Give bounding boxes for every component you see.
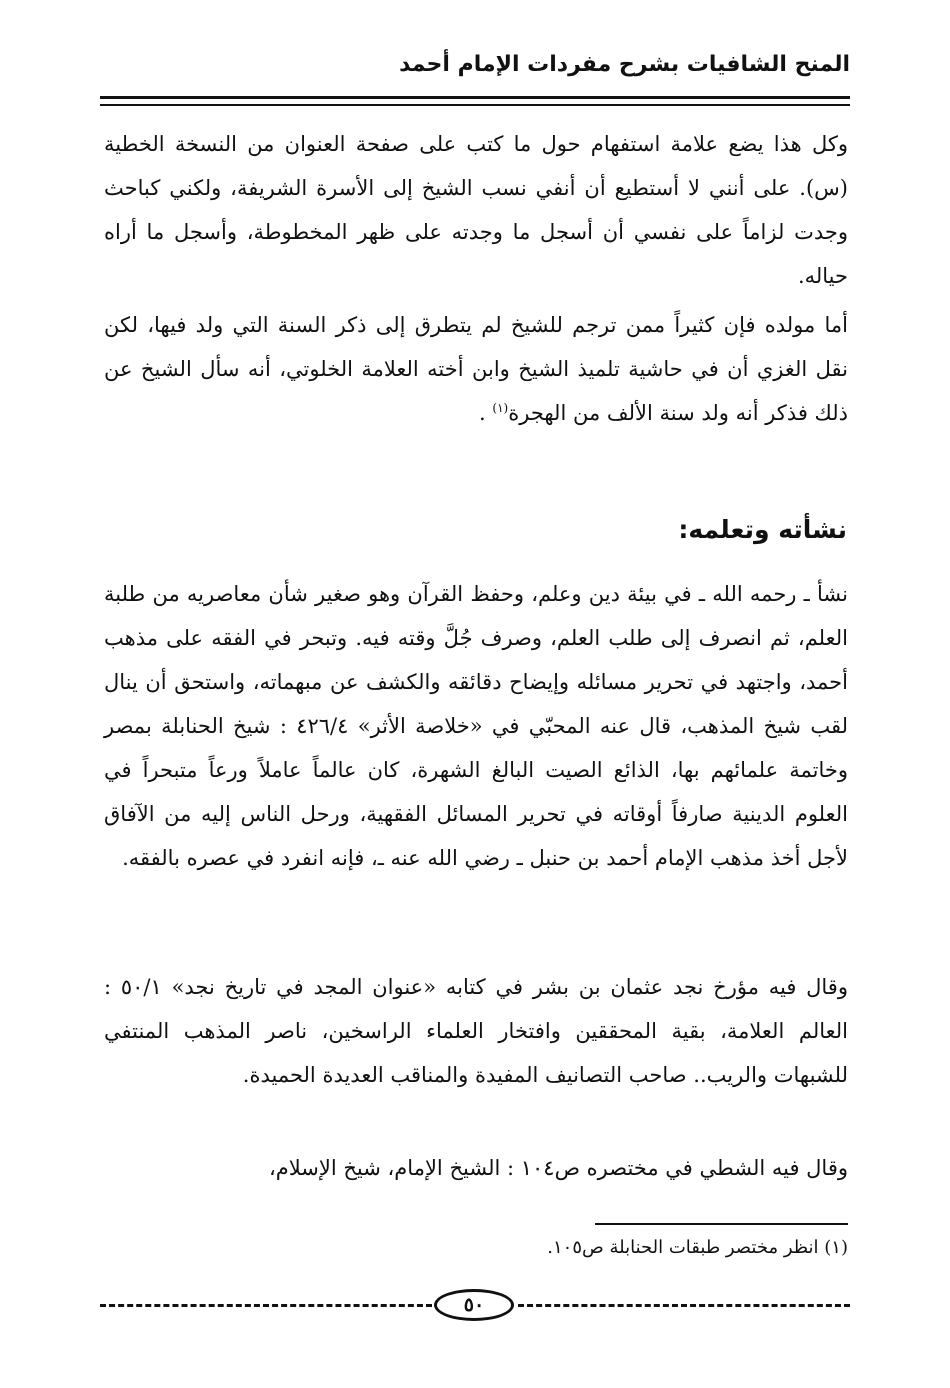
paragraph-upbringing: نشأ ـ رحمه الله ـ في بيئة دين وعلم، وحفظ القرآن وهو صغير شأن معاصريه من طلبة العلم، ثم انصرف إلى طلب العلم، وصرف جُلَّ وقته فيه. وتبحر في الفقه على مذهب أحمد، واجتهد في تحرير مسائله وإيضاح دقائقه والكشف عن مبهماته، واستحق أن ينال لقب شيخ المذهب، قال عنه المحبّي في «خلاصة الأثر» ٤٢٦/٤ : شيخ الحنابلة بمصر وخاتمة علمائهم بها، الذائع الصيت البالغ الشهرة، كان عالماً عاملاً ورعاً متبحراً في العلوم الدينية صارفاً أوقاته في تحرير المسائل الفقهية، ورحل الناس إليه من الآفاق لأجل أخذ مذهب الإمام أحمد بن حنبل ـ رضي الله عنه ـ، فإنه انفرد في عصره بالفقه.: [104, 582, 848, 870]
paragraph-birth: [104, 303, 848, 435]
section-heading: نشأته وتعلمه:: [678, 515, 847, 544]
footnote-separator: [595, 1223, 848, 1225]
paragraph-ibn-bishr-quote: وقال فيه مؤرخ نجد عثمان بن بشر في كتابه «عنوان المجد في تاريخ نجد» ٥٠/١ : العالم العلامة، بقية المحققين وافتخار العلماء الراسخين، ناصر المذهب المنتفي للشبهات والريب.. صاحب التصانيف المفيدة والمناقب العديدة الحميدة.: [104, 975, 848, 1087]
footnote-reference[interactable]: (١): [492, 401, 509, 415]
header-rule: [100, 96, 850, 99]
page-number: ٥٠: [434, 1289, 514, 1321]
footer-dashed-rule-left: [100, 1304, 432, 1307]
paragraph-shatti-quote: وقال فيه الشطي في مختصره ص١٠٤ : الشيخ الإمام، شيخ الإسلام،: [268, 1156, 848, 1180]
header-rule-inner: [100, 104, 850, 106]
paragraph-birth-text: أما مولده فإن كثيراً ممن ترجم للشيخ لم يتطرق إلى ذكر السنة التي ولد فيها، لكن نقل الغزي أن في حاشية تلميذ الشيخ وابن أخته العلامة الخلوتي، أنه سأل الشيخ عن ذلك فذكر أنه ولد سنة الألف من الهجرة: [104, 313, 848, 425]
footnote: (١) انظر مختصر طبقات الحنابلة ص١٠٥.: [547, 1237, 848, 1258]
running-head: المنح الشافيات بشرح مفردات الإمام أحمد: [399, 52, 850, 77]
footer-dashed-rule-right: [518, 1304, 850, 1307]
paragraph-birth-end: .: [479, 401, 493, 425]
paragraph-title-page-note: وكل هذا يضع علامة استفهام حول ما كتب على صفحة العنوان من النسخة الخطية (س). على أنني لا أستطيع أن أنفي نسب الشيخ إلى الأسرة الشريفة، ولكني كباحث وجدت لزاماً على نفسي أن أسجل ما وجدته على ظهر المخطوطة، وأسجل ما أراه حياله.: [104, 132, 848, 288]
